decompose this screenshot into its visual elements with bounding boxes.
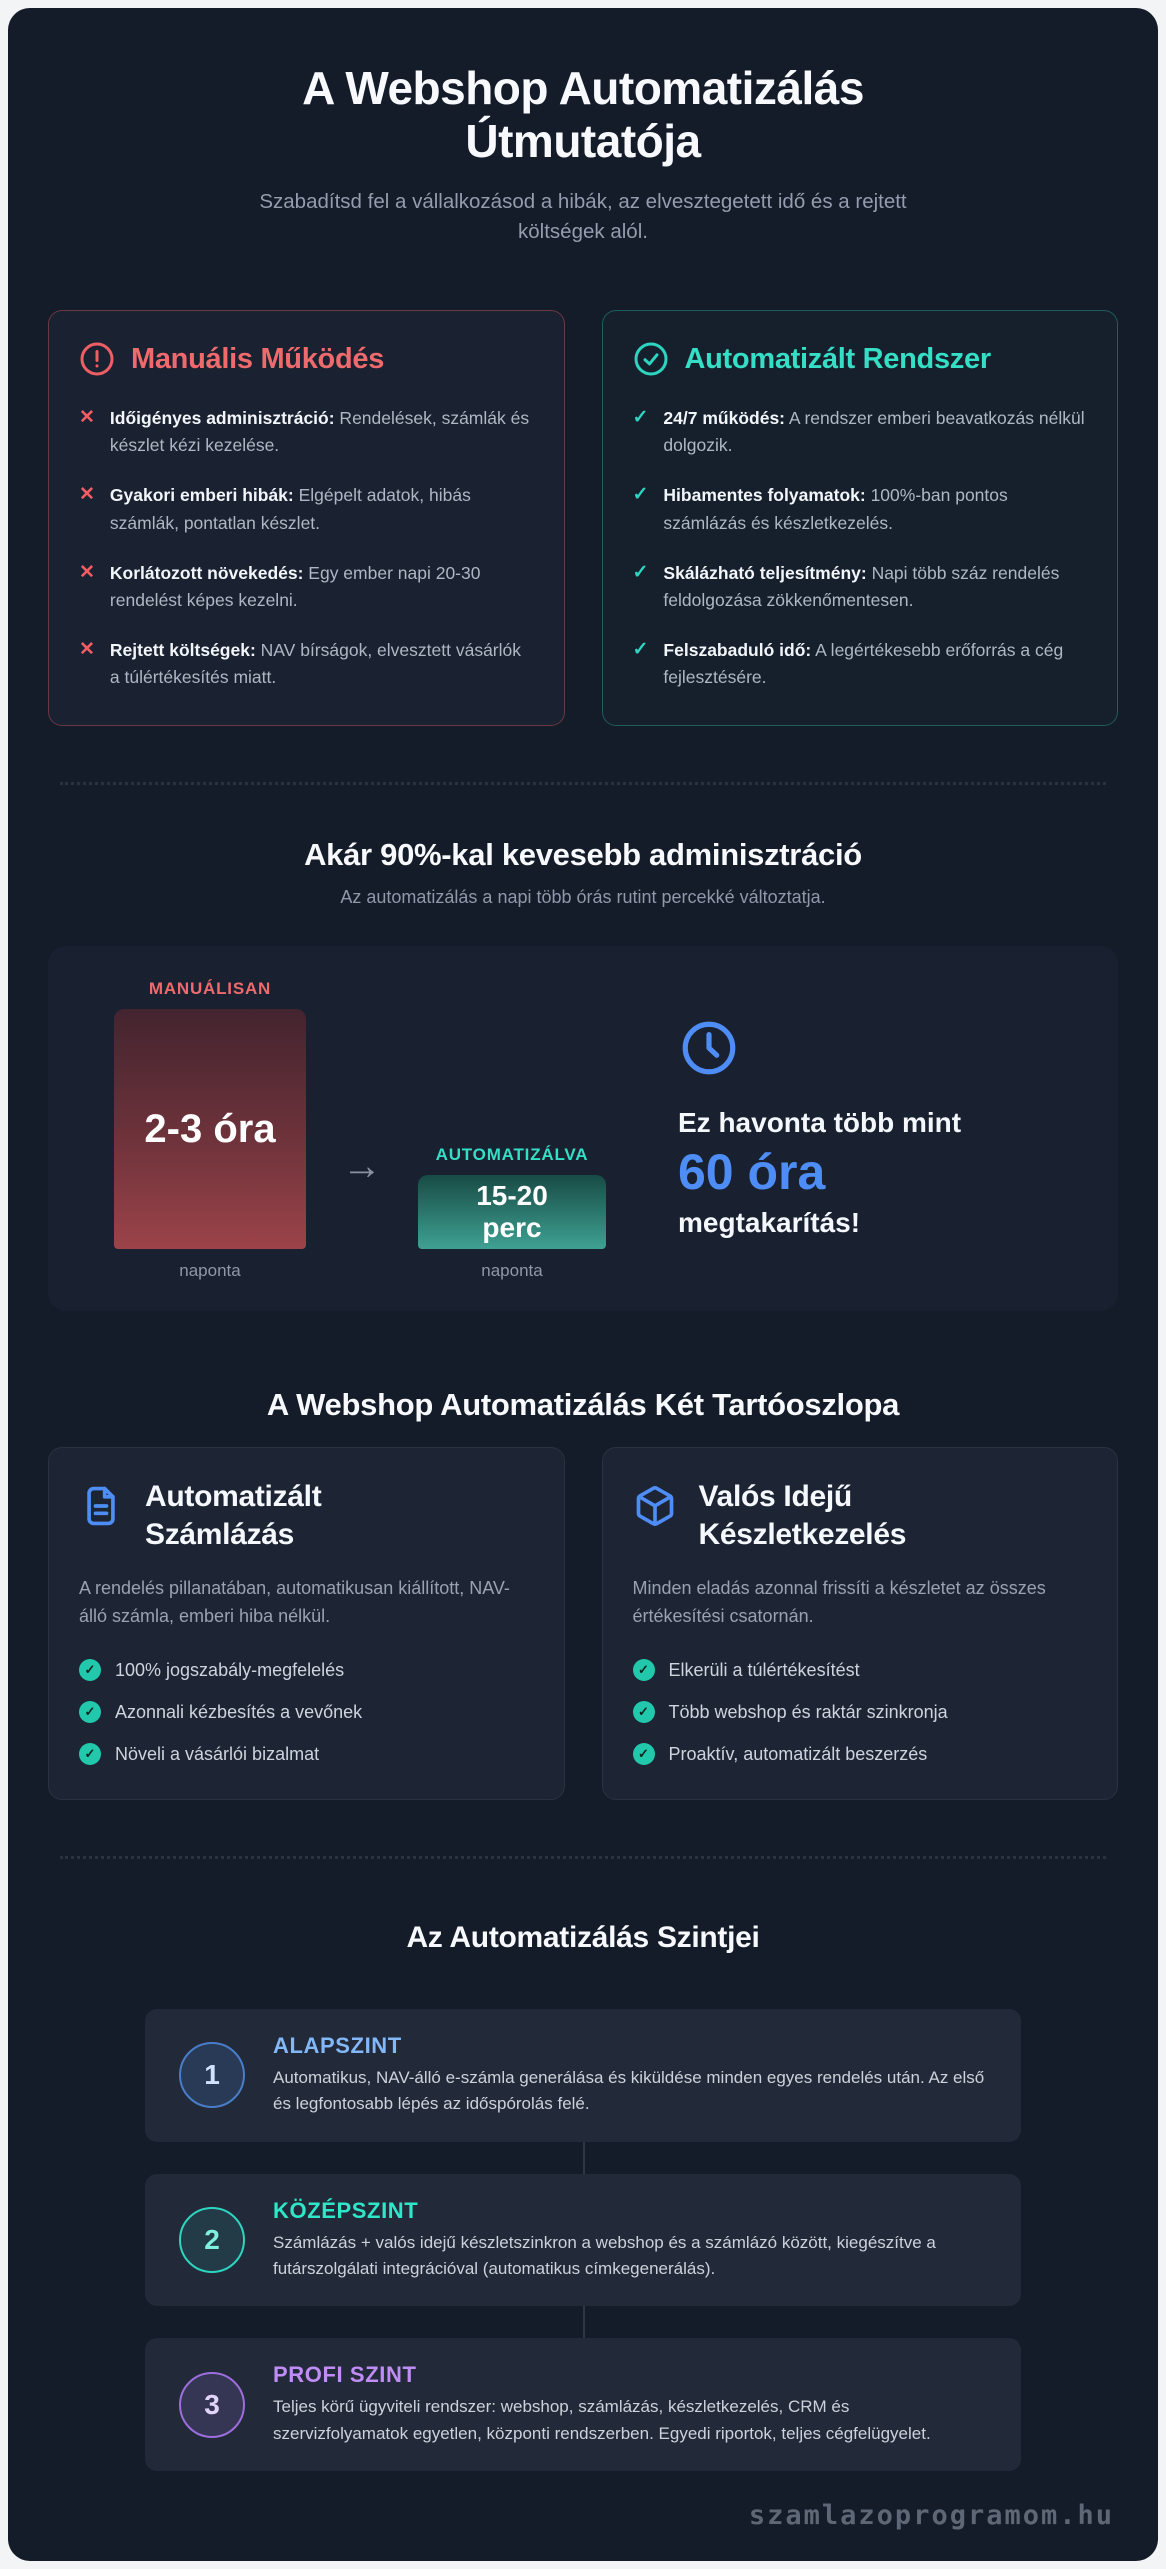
- check-mark-icon: ✓: [632, 638, 649, 660]
- level-number-badge: 3: [179, 2372, 245, 2438]
- list-item: [79, 482, 534, 536]
- x-mark-icon: ✕: [79, 484, 95, 506]
- list-item: [79, 637, 534, 691]
- savings-subtitle: Az automatizálás a napi több órás rutint percekké változtatja.: [340, 887, 826, 908]
- level-number-badge: 2: [179, 2207, 245, 2273]
- level-description: Teljes körű ügyviteli rendszer: webshop, számlázás, készletkezelés, CRM és szervizfolyamatok egyetlen, központi rendszerben. Egyedi riportok, teljes cégfelügyelet.: [273, 2397, 931, 2443]
- manual-bar-label: MANUÁLISAN: [148, 979, 272, 999]
- check-badge-icon: ✓: [79, 1659, 101, 1681]
- list-item-text: 24/7 működés: A rendszer emberi beavatkozás nélkül dolgozik.: [663, 408, 1085, 456]
- list-item-text: Időigényes adminisztráció: Rendelések, számlák és készlet kézi kezelése.: [109, 408, 530, 456]
- list-item-text: Hibamentes folyamatok: 100%-ban pontos számlázás és készletkezelés.: [663, 485, 1008, 533]
- invoicing-pillar-card: [48, 1447, 565, 1800]
- list-item-text: Skálázható teljesítmény: Napi több száz rendelés feldolgozása zökkenőmentesen.: [663, 562, 1060, 610]
- levels-title: Az Automatizálás Szintjei: [406, 1921, 760, 1954]
- list-item-text: Rejtett költségek: NAV bírságok, elvesztett vásárlók a túlértékesítés miatt.: [109, 639, 521, 688]
- level-name: ALAPSZINT: [273, 2033, 402, 2058]
- pillar-bullet-list: [633, 1659, 1088, 1765]
- page-subtitle: Szabadítsd fel a vállalkozásod a hibák, az elvesztegetett idő és a rejtett költségek alól.: [259, 189, 907, 244]
- pillar-header: [79, 1478, 534, 1553]
- automated-card: [602, 310, 1119, 726]
- clock-icon: [678, 1017, 740, 1079]
- level-content: [273, 2033, 987, 2118]
- bullet-text: Azonnali kézbesítés a vevőnek: [115, 1701, 363, 1722]
- check-badge-icon: ✓: [79, 1701, 101, 1723]
- level-card-basic: [145, 2009, 1021, 2142]
- check-badge-icon: ✓: [633, 1659, 655, 1681]
- list-item-text: Gyakori emberi hibák: Elgépelt adatok, hibás számlák, pontatlan készlet.: [109, 485, 471, 533]
- list-item-text: Felszabaduló idő: A legértékesebb erőforrás a cég fejlesztésére.: [663, 639, 1064, 688]
- savings-result: [678, 946, 961, 1311]
- list-item: [633, 560, 1088, 614]
- check-badge-icon: ✓: [633, 1701, 655, 1723]
- savings-chart: [48, 946, 1118, 1311]
- pillars-section: [48, 1447, 1118, 1800]
- check-mark-icon: ✓: [632, 484, 649, 506]
- level-description: Automatikus, NAV-álló e-számla generálása és kiküldése minden egyes rendelés után. Az első és legfontosabb lépés az időspórolás felé.: [273, 2068, 985, 2114]
- list-item: [633, 482, 1088, 536]
- automated-bar: 15-20 perc: [418, 1175, 606, 1249]
- list-item: [633, 405, 1088, 459]
- footer-brand: szamlazoprogramom.hu: [748, 2500, 1114, 2532]
- section-divider: [60, 782, 1106, 785]
- manual-bar-caption: naponta: [179, 1261, 241, 1281]
- infographic-page: [8, 8, 1158, 2561]
- invoice-file-icon: [79, 1484, 123, 1528]
- level-content: [273, 2198, 987, 2283]
- automated-card-header: [633, 341, 1088, 377]
- automated-card-title: Automatizált Rendszer: [684, 342, 991, 375]
- manual-list: [79, 405, 534, 691]
- level-number-badge: 1: [179, 2042, 245, 2108]
- pillar-header: [633, 1478, 1088, 1553]
- alert-circle-icon: [79, 341, 115, 377]
- bullet-item: [633, 1743, 1088, 1765]
- bar-chart: [114, 946, 606, 1311]
- automated-list: [633, 405, 1088, 691]
- pillar-title: Automatizált Számlázás: [145, 1480, 322, 1551]
- manual-card-header: [79, 341, 534, 377]
- check-mark-icon: ✓: [632, 561, 649, 583]
- bullet-item: [633, 1659, 1088, 1681]
- check-badge-icon: ✓: [79, 1743, 101, 1765]
- pillar-description: Minden eladás azonnal frissíti a készletet az összes értékesítési csatornán.: [632, 1578, 1046, 1627]
- check-badge-icon: ✓: [633, 1743, 655, 1765]
- cube-icon: [633, 1484, 677, 1528]
- page-title: A Webshop Automatizálás Útmutatója: [302, 62, 864, 168]
- savings-result-value: 60 óra: [678, 1143, 826, 1200]
- comparison-section: [48, 310, 1118, 726]
- level-content: [273, 2362, 987, 2447]
- manual-bar: 2-3 óra: [114, 1009, 306, 1249]
- bullet-text: Növeli a vásárlói bizalmat: [115, 1743, 320, 1764]
- list-item-text: Korlátozott növekedés: Egy ember napi 20-30 rendelést képes kezelni.: [109, 562, 481, 610]
- savings-result-line1: Ez havonta több mint: [678, 1106, 962, 1138]
- list-item: [79, 560, 534, 614]
- bullet-text: Elkerüli a túlértékesítést: [668, 1659, 860, 1680]
- automated-bar-group: [418, 1145, 606, 1281]
- bullet-item: [79, 1701, 534, 1723]
- pillars-title: A Webshop Automatizálás Két Tartóoszlopa: [266, 1387, 900, 1423]
- pillar-title: Valós Idejű Készletkezelés: [698, 1480, 907, 1551]
- automated-bar-label: AUTOMATIZÁLVA: [435, 1145, 589, 1165]
- check-circle-icon: [633, 341, 669, 377]
- level-card-pro: [145, 2338, 1021, 2471]
- bullet-text: Proaktív, automatizált beszerzés: [668, 1743, 928, 1764]
- bullet-item: [79, 1743, 534, 1765]
- list-item: [633, 637, 1088, 691]
- level-name: KÖZÉPSZINT: [273, 2197, 419, 2223]
- savings-title: Akár 90%-kal kevesebb adminisztráció: [304, 837, 862, 873]
- level-card-mid: [145, 2174, 1021, 2307]
- manual-card: [48, 310, 565, 726]
- level-name: PROFI SZINT: [273, 2362, 417, 2388]
- list-item: [79, 405, 534, 459]
- arrow-right-icon: →: [342, 1144, 382, 1189]
- section-divider: [60, 1856, 1106, 1859]
- pillar-bullet-list: [79, 1659, 534, 1765]
- x-mark-icon: ✕: [79, 407, 95, 429]
- savings-result-line2: megtakarítás!: [678, 1207, 861, 1239]
- bullet-text: Több webshop és raktár szinkronja: [668, 1701, 948, 1722]
- manual-bar-group: [114, 979, 306, 1281]
- bullet-item: [633, 1701, 1088, 1723]
- levels-section: [145, 2009, 1021, 2471]
- inventory-pillar-card: [602, 1447, 1119, 1800]
- bullet-text: 100% jogszabály-megfelelés: [115, 1659, 345, 1680]
- check-mark-icon: ✓: [632, 407, 649, 429]
- pillar-description: A rendelés pillanatában, automatikusan kiállított, NAV-álló számla, emberi hiba nélkül.: [79, 1578, 510, 1627]
- x-mark-icon: ✕: [79, 561, 95, 583]
- bullet-item: [79, 1659, 534, 1681]
- manual-card-title: Manuális Működés: [131, 342, 385, 375]
- x-mark-icon: ✕: [79, 638, 95, 660]
- level-description: Számlázás + valós idejű készletszinkron a webshop és a számlázó között, kiegészítve a futárszolgálati integrációval (automatikus címkegenerálás).: [273, 2232, 936, 2279]
- automated-bar-caption: naponta: [481, 1261, 543, 1281]
